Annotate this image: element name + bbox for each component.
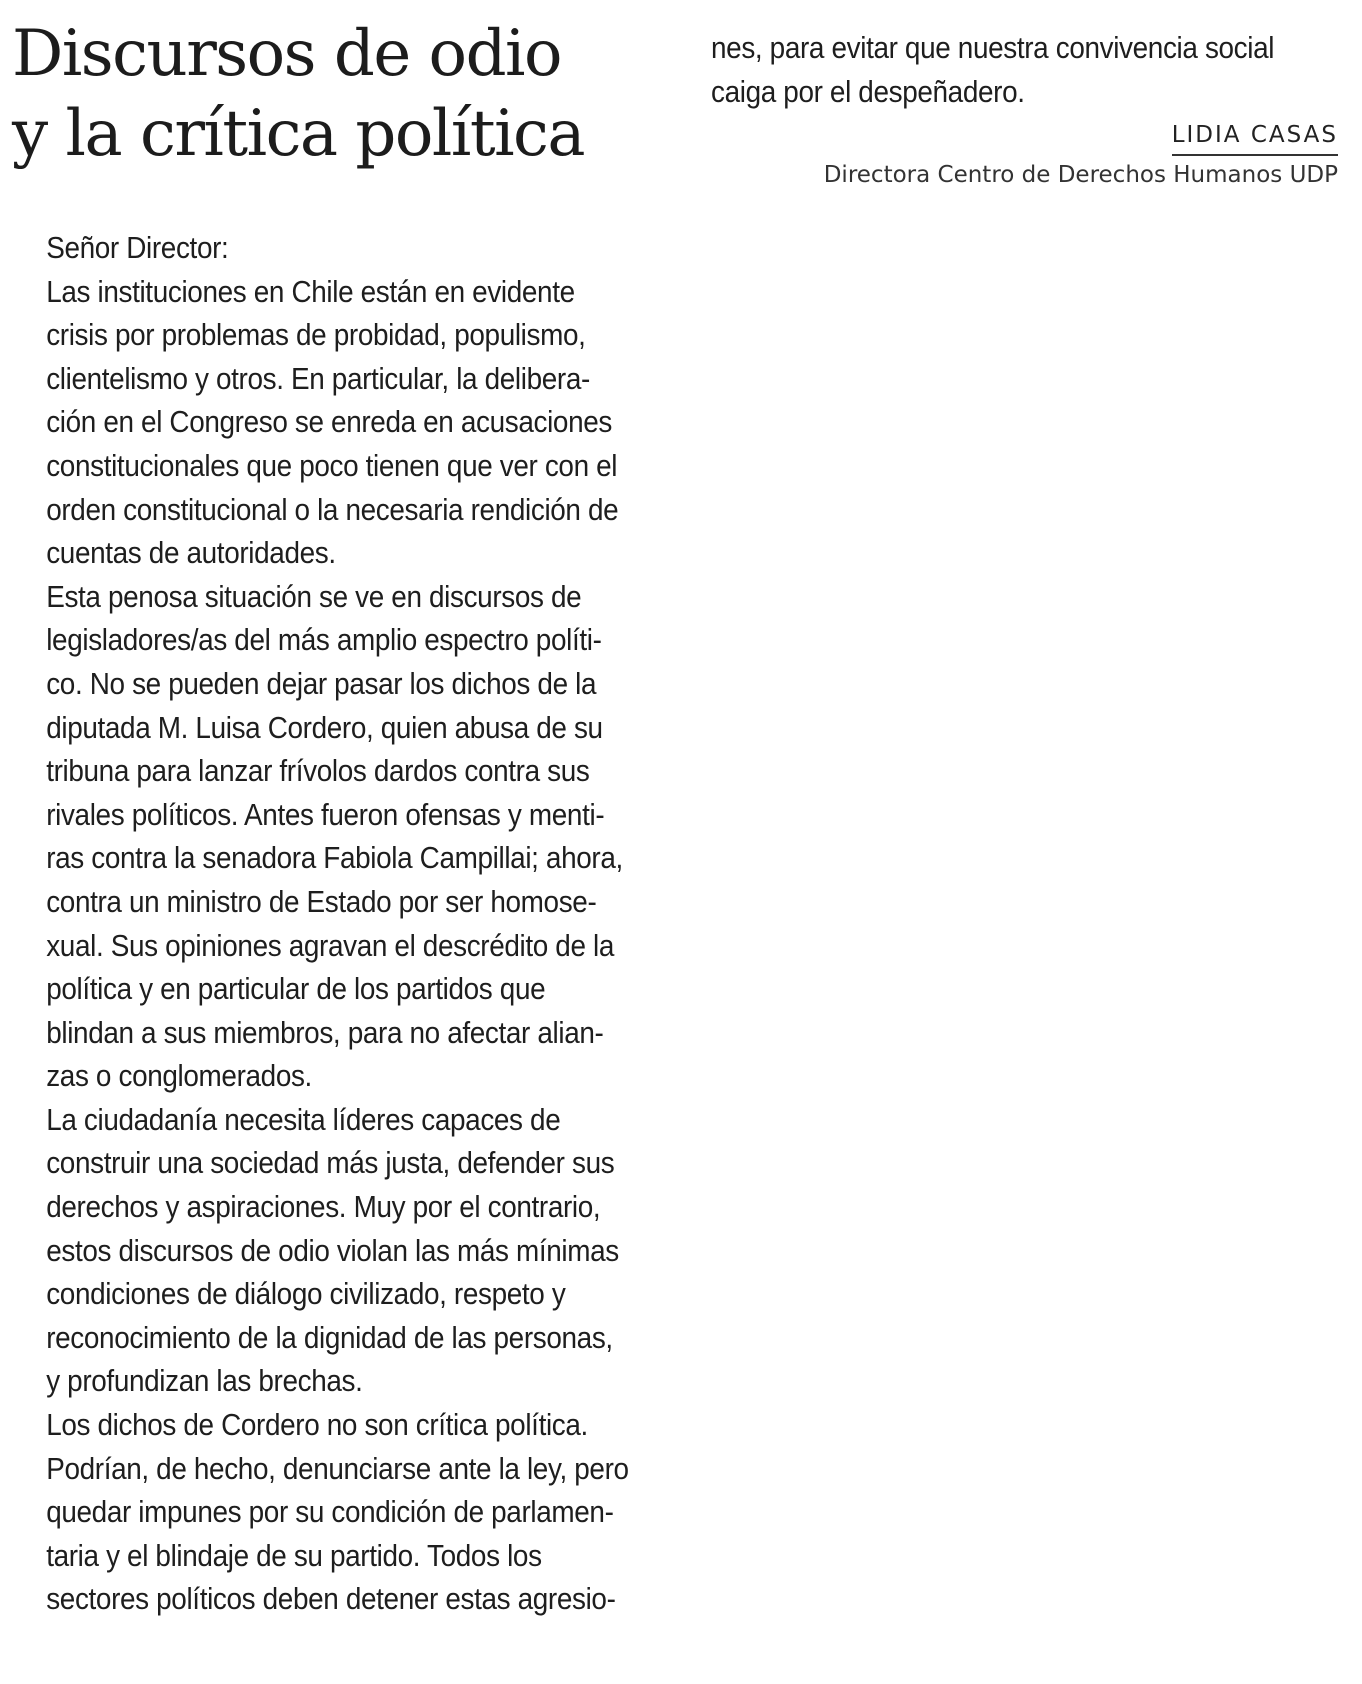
letter-paragraph-3: La ciudadanía necesita líderes capaces de construir una sociedad más justa, defender sus derechos y aspiraciones. Muy por el contrario, estos discursos de odio violan las más mínimas condiciones de diálogo civilizado, respeto y reconocimiento de la dignidad de las personas, y profundizan las brechas. [46, 1101, 619, 1399]
letter-continuation: nes, para evitar que nuestra convivencia social caiga por el despeñadero. [711, 30, 1275, 109]
signature-title: Directora Centro de Derechos Humanos UDP [823, 162, 1338, 188]
signature-block [824, 122, 1338, 188]
letter-column-left [12, 226, 652, 1621]
headline [12, 14, 652, 174]
salutation: Señor Director: [46, 230, 229, 265]
letter-paragraph-1: Las instituciones en Chile están en evidente crisis por problemas de probidad, populismo, clientelismo y otros. En particular, la delibera- ción en el Congreso se enreda en acusaciones constitucionales que poco tienen que ver con el orden constitucional o la necesaria rendición de cuentas de autoridades. [46, 273, 619, 571]
headline-line-1: Discursos de odio [12, 17, 562, 91]
signature-name: LIDIA CASAS [1172, 122, 1338, 156]
letter-paragraph-2: Esta penosa situación se ve en discursos de legisladores/as del más amplio espectro políti- co. No se pueden dejar pasar los dichos de la diputada M. Luisa Cordero, quien abusa de su tribuna para lanzar frívolos dardos contra sus rivales políticos. Antes fueron ofensas y menti- ras contra la senadora Fabiola Campillai; ahora, contra un ministro de Estado por ser homose- xual. Sus opiniones agravan el descrédito de la política y en particular de los partidos que blindan a sus miembros, para no afectar alian- zas o conglomerados. [46, 578, 623, 1094]
letter-column-right [711, 26, 1341, 113]
headline-line-2: y la crítica política [12, 97, 585, 171]
letter-paragraph-4: Los dichos de Cordero no son crítica política. Podrían, de hecho, denunciarse ante la ley, pero quedar impunes por su condición de parlamen- taria y el blindaje de su partido. Todos los sectores políticos deben detener estas agresio- [46, 1407, 629, 1617]
